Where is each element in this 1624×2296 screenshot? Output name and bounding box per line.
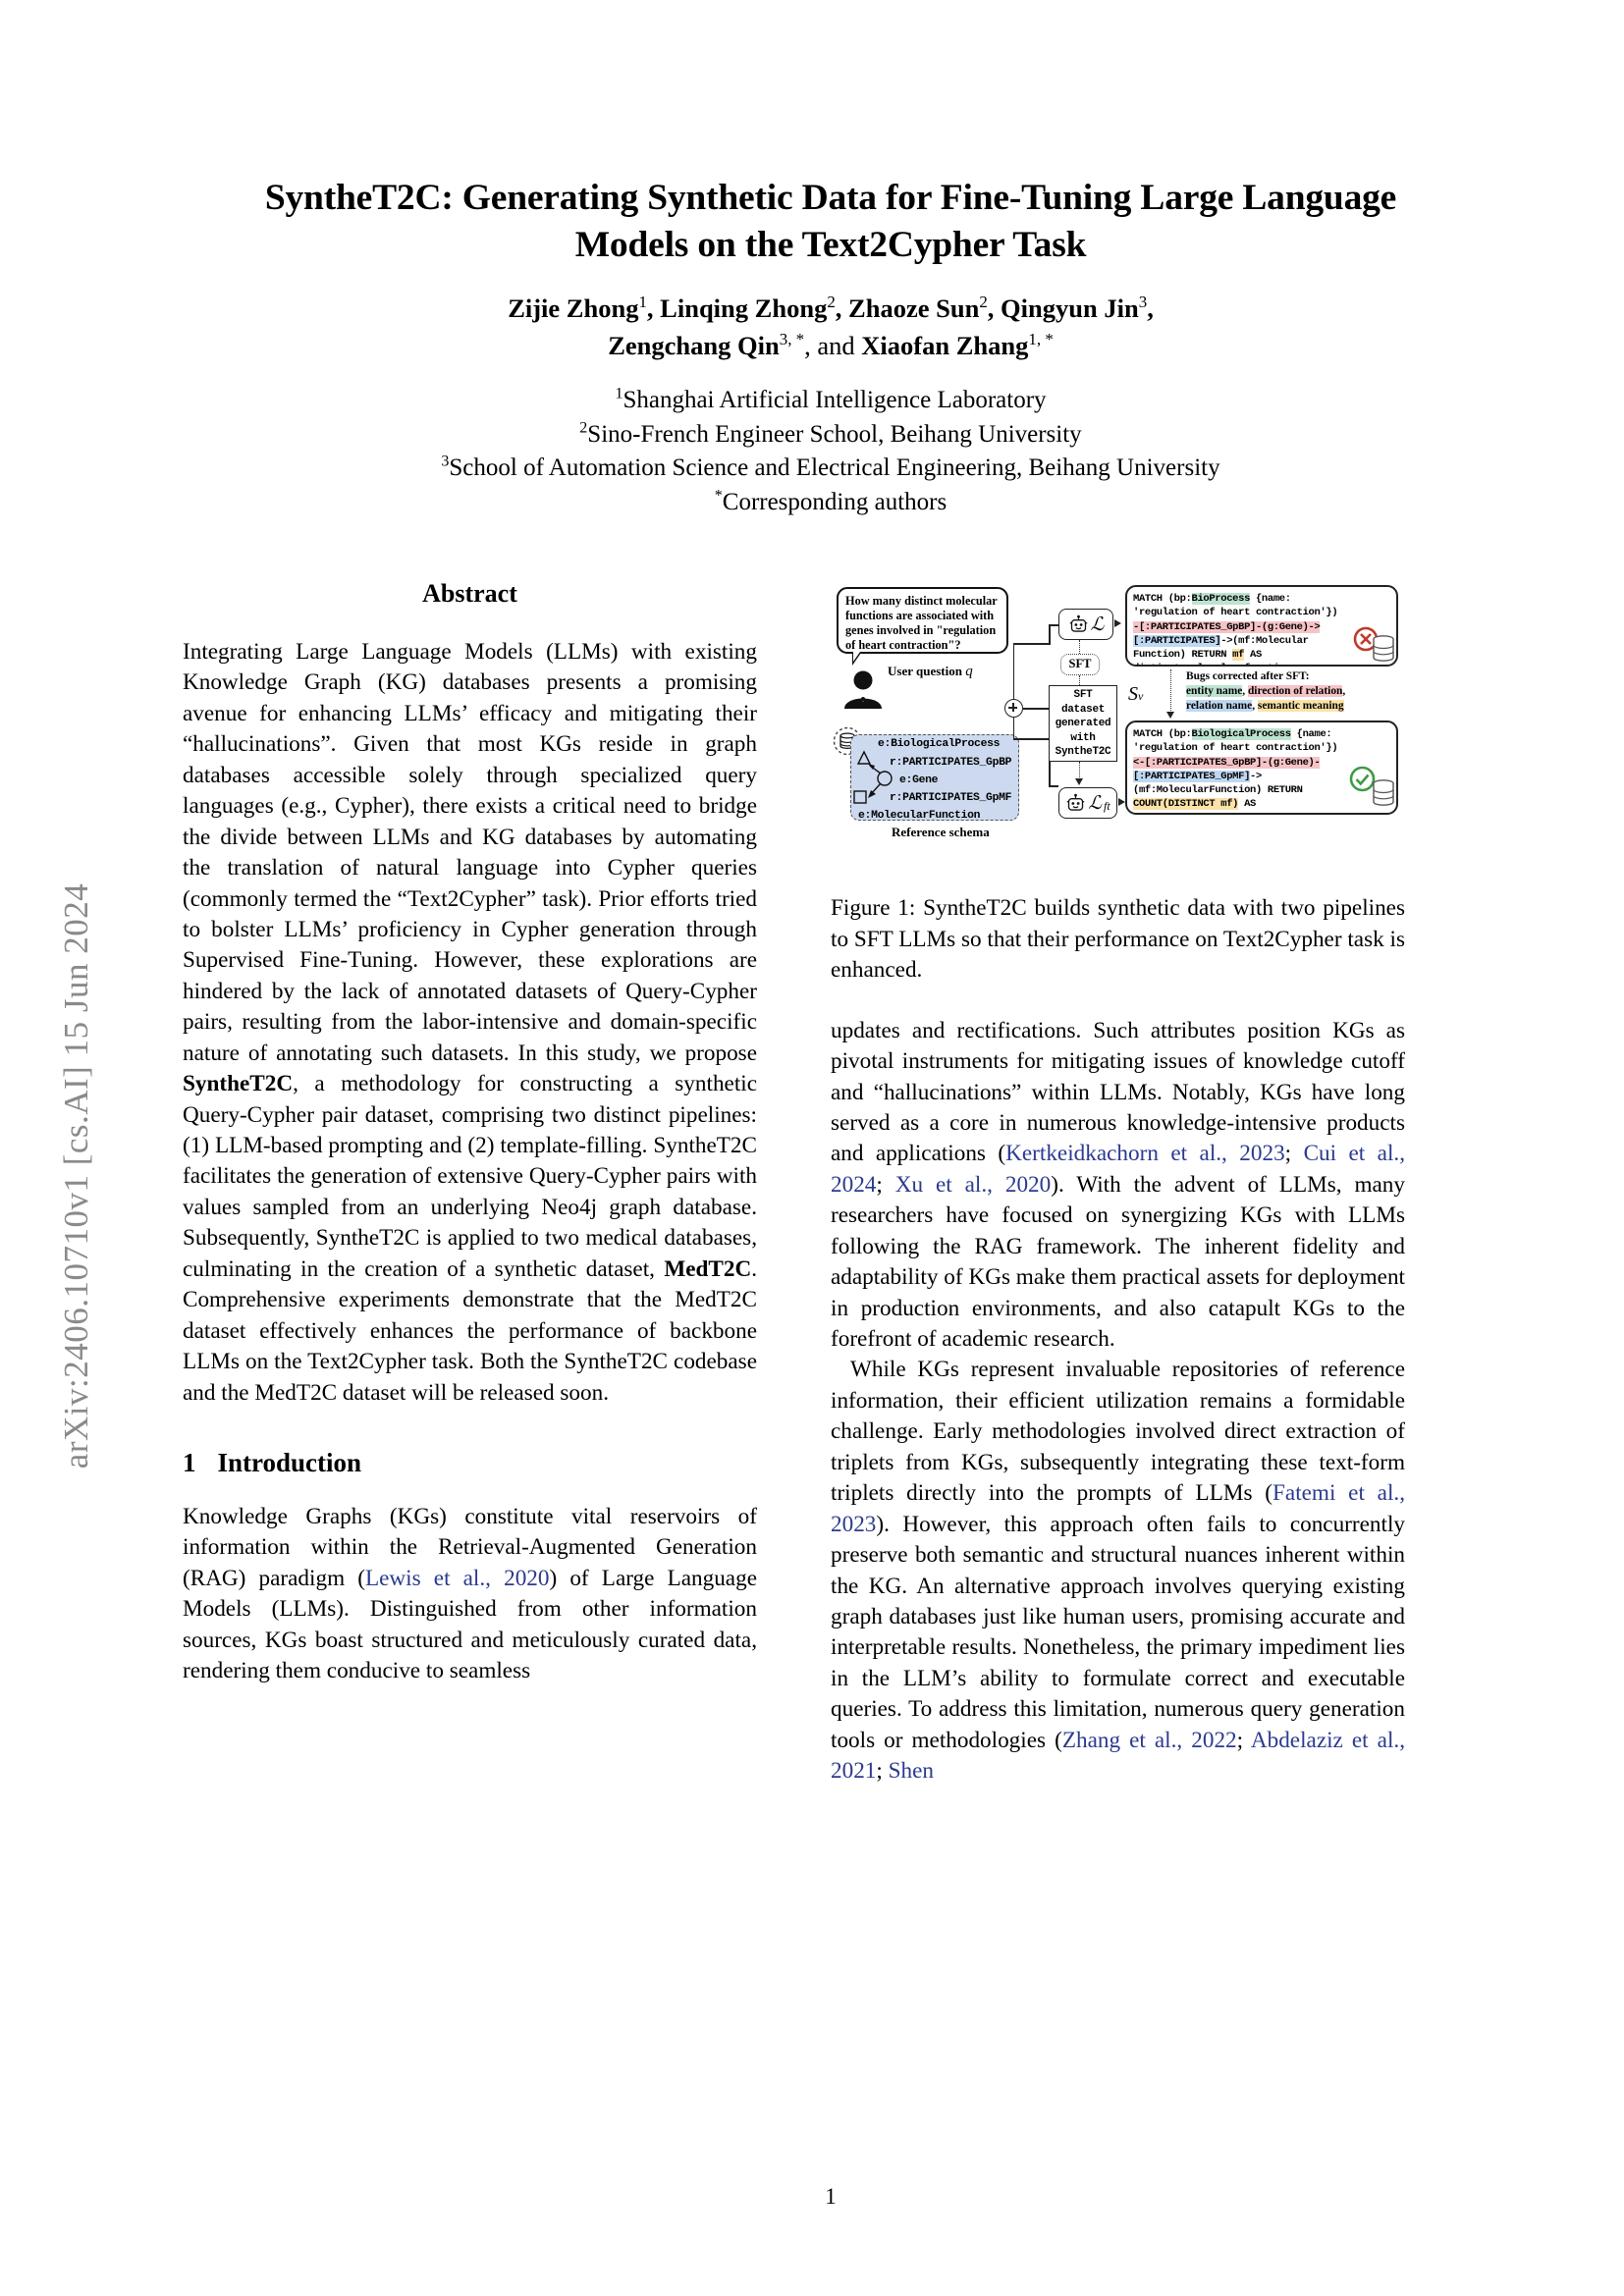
code-token-semantic: mf	[1232, 649, 1245, 662]
abstract-heading: Abstract	[422, 579, 517, 608]
sft-dataset-box	[1049, 685, 1117, 762]
author-conjunction: , and	[804, 330, 862, 360]
section-title: Introduction	[217, 1447, 362, 1477]
abstract-text-1: Integrating Large Language Models (LLMs) with existing Knowledge Graph (KG) databases presents a promising avenue for enhancing LLMs’ efficacy and mitigating their “hallucinations”. Given that most KGs reside in graph databases accessible solely through specialized query languages (e.g., Cypher), there exists a critical need to bridge the divide between LLMs and KG databases by automating the translation of natural language into Cypher queries (commonly termed the “Text2Cypher” task). Prior efforts tried to bolster LLMs’ proficiency in Cypher generation through Supervised Fine-Tuning. However, these explorations are hindered by the lack of annotated datasets of Query-Cypher pairs, resulting from the labor-intensive and domain-specific nature of annotating such datasets. In this study, we propose	[183, 639, 757, 1066]
intro-text-1: Knowledge Graphs (KGs) constitute vital reservoirs of information within the Retrieval-Augmented Generation (RAG) paradigm (	[183, 1503, 757, 1591]
rc-sep-2: ;	[876, 1171, 895, 1198]
code-token-relation-direction: -[:PARTICIPATES_GpBP]-(g:Gene)->	[1133, 620, 1321, 633]
code-token: AS	[1238, 798, 1256, 811]
bug-entity-name: entity name	[1186, 684, 1243, 697]
user-question-label-text: User question	[888, 664, 962, 678]
code-token-relation-name: [:PARTICIPATES_GpMF]	[1133, 770, 1251, 782]
author-2: , Linqing Zhong	[646, 294, 828, 323]
code-token: AS	[1244, 649, 1262, 662]
rc-text-2: ). With the advent of LLMs, many researchers have focused on synergizing KGs with LLMs following the RAG framework. The inherent fidelity and adaptability of KGs make them practical assets for deployment in production environments, and also catapult KGs to the forefront of academic research.	[831, 1171, 1405, 1353]
author-1: Zijie Zhong	[508, 294, 639, 323]
code-line: 'regulation of heart contraction'})	[1133, 607, 1338, 619]
bug-relation-name: relation name	[1186, 699, 1253, 712]
citation-shen[interactable]: Shen	[888, 1758, 934, 1785]
database-icon	[1372, 778, 1395, 808]
author-4-affil-marker: 3	[1138, 293, 1148, 312]
code-token: {name:	[1290, 728, 1332, 740]
affiliation-marker: 1	[615, 385, 623, 402]
title-line-1: SyntheT2C: Generating Synthetic Data for Fine-Tuning Large Language	[264, 178, 1397, 218]
author-5-affil-marker: 3, *	[779, 329, 805, 348]
bugs-legend-row: relation name, semantic meaning	[1186, 699, 1344, 712]
llm-top-symbol: ℒ	[1090, 614, 1105, 635]
left-column	[183, 579, 757, 1687]
author-4: , Qingyun Jin	[987, 294, 1139, 323]
author-5: Zengchang Qin	[608, 330, 780, 360]
right-column-paragraph-2	[831, 1355, 1405, 1787]
citation-kertkeidkachorn[interactable]: Kertkeidkachorn et al., 2023	[1005, 1141, 1285, 1167]
citation-abdelaziz[interactable]: Abdelaziz et al., 2021	[831, 1727, 1405, 1785]
connector-line	[1013, 738, 1051, 740]
body-columns	[183, 579, 1479, 2248]
introduction-paragraph	[183, 1502, 757, 1687]
code-token-entity-name: BiologicalProcess	[1191, 728, 1291, 740]
author-1-affil-marker: 1	[638, 293, 647, 312]
citation-cui[interactable]: Cui et al., 2024	[831, 1141, 1405, 1198]
affiliation-text: Shanghai Artificial Intelligence Laboratory	[623, 387, 1047, 414]
connector-line	[1013, 643, 1051, 645]
affiliation-text: Corresponding authors	[722, 488, 947, 515]
rc-text-3: While KGs represent invaluable repositories of reference information, their efficient utilization remains a formidable challenge. Early methodologies involved direct extraction of triplets from KGs, subsequently integrating these text-form triplets directly into the prompts of LLMs (	[831, 1357, 1405, 1507]
user-question-bubble: How many distinct molecular functions are associated with genes involved in "regulation of heart contraction"?	[837, 587, 1008, 654]
code-token-relation-direction: <-[:PARTICIPATES_GpBP]-(g:Gene)-	[1133, 756, 1321, 769]
sft-dotted-connector	[1079, 675, 1080, 685]
code-token-semantic: COUNT(DISTINCT mf)	[1133, 798, 1239, 811]
database-icon	[1372, 634, 1395, 664]
llm-ft-symbol: ℒ	[1088, 792, 1102, 814]
arrow-to-code-before	[1114, 619, 1121, 627]
figure-1-caption: Figure 1: SyntheT2C builds synthetic data with two pipelines to SFT LLMs so that their performance on Text2Cypher task is enhanced.	[831, 895, 1405, 984]
code-line	[1133, 662, 1390, 667]
code-line: (mf:MolecularFunction) RETURN	[1133, 784, 1303, 797]
reference-schema-label: Reference schema	[892, 825, 990, 839]
code-token: Function) RETURN	[1133, 649, 1233, 662]
arrow-to-code-after	[1118, 798, 1125, 806]
author-3: , Zhaoze Sun	[835, 294, 980, 323]
section-number: 1	[183, 1447, 196, 1477]
author-6: Xiaofan Zhang	[861, 330, 1029, 360]
arrow-down-between-codeboxes	[1166, 712, 1174, 719]
code-line	[1133, 592, 1390, 606]
code-token: MATCH (bp:	[1133, 728, 1192, 740]
page-number: 1	[825, 2184, 837, 2209]
bugs-legend-row: entity name, direction of relation,	[1186, 684, 1346, 697]
schema-line-gene: e:Gene	[899, 774, 939, 786]
section-heading-introduction	[183, 1448, 757, 1478]
schema-line-molecularfunction: e:MolecularFunction	[858, 810, 981, 822]
bubble-tail-icon	[852, 653, 861, 666]
affiliation-marker: 3	[441, 453, 450, 470]
abstract-paragraph	[183, 637, 757, 1409]
citation-xu[interactable]: Xu et al., 2020	[894, 1171, 1052, 1198]
connector-line	[1013, 718, 1015, 739]
affiliation-item	[183, 452, 1479, 486]
arrow-down-to-llm-ft	[1075, 778, 1083, 785]
schema-line-participates-gpmf: r:PARTICIPATES_GpMF	[890, 792, 1012, 804]
affiliations	[183, 384, 1479, 519]
sft-dotted-connector	[1079, 640, 1080, 654]
sv-dotted-connector	[1170, 669, 1171, 713]
code-token: ->(mf:Molecular	[1220, 634, 1309, 647]
bugs-legend	[1186, 669, 1397, 713]
citation-fatemi[interactable]: Fatemi et al., 2023	[831, 1480, 1405, 1537]
title-line-2: Models on the Text2Cypher Task	[574, 225, 1087, 265]
code-line	[1133, 648, 1390, 662]
sft-dataset-line: generated	[1055, 718, 1111, 730]
code-line	[1133, 727, 1390, 741]
bug-direction-of-relation: direction of relation	[1247, 684, 1343, 697]
affiliation-item	[183, 486, 1479, 520]
code-line	[1133, 797, 1390, 811]
author-3-affil-marker: 2	[979, 293, 988, 312]
affiliation-item	[183, 418, 1479, 453]
sv-symbol-subscript: v	[1138, 689, 1144, 703]
rc-text-1: updates and rectifications. Such attributes position KGs as pivotal instruments for mitigating issues of knowledge cutoff and “hallucinations” within LLMs. Notably, KGs have long served as a core in numerous knowledge-intensive products and applications (	[831, 1017, 1405, 1167]
figure-1	[831, 579, 1405, 987]
code-line	[1133, 620, 1390, 634]
sv-symbol-letter: S	[1128, 683, 1138, 705]
connector-line	[1049, 624, 1051, 644]
affiliation-item	[183, 384, 1479, 418]
sv-symbol	[1128, 683, 1143, 706]
sft-dataset-dotted-connector	[1079, 762, 1080, 779]
abstract-bold-medt2c: MedT2C	[664, 1255, 752, 1282]
abstract-bold-synthet2c: SyntheT2C	[183, 1071, 294, 1097]
abstract-text-3: . Comprehensive experiments demonstrate that the MedT2C dataset effectively enhances the performance of backbone LLMs on the Text2Cypher task. Both the SyntheT2C codebase and the MedT2C dataset will be released soon.	[183, 1255, 757, 1406]
intro-text-2: ) of Large Language Models (LLMs). Distinguished from other information sources, KGs boast structured and meticulously curated data, rendering them conducive to seamless	[183, 1565, 757, 1684]
author-line-1-end: ,	[1147, 294, 1154, 323]
author-2-affil-marker: 2	[827, 293, 836, 312]
schema-line-participates-gpbp: r:PARTICIPATES_GpBP	[890, 757, 1012, 769]
bugs-legend-title: Bugs corrected after SFT:	[1186, 670, 1310, 682]
connector-line	[1049, 624, 1058, 626]
connector-line	[1023, 708, 1051, 710]
code-token: ->	[1250, 770, 1262, 782]
sft-dataset-line: SFT	[1073, 689, 1093, 701]
connector-line	[1049, 785, 1058, 787]
arxiv-stamp: arXiv:2406.10710v1 [cs.AI] 15 Jun 2024	[57, 882, 95, 1469]
code-token: MATCH (bp:	[1133, 593, 1192, 605]
user-question-symbol: q	[965, 664, 973, 679]
sft-pill: SFT	[1060, 654, 1100, 675]
affiliation-text: School of Automation Science and Electrical Engineering, Beihang University	[449, 454, 1220, 482]
rc-sep-1: ;	[1284, 1141, 1304, 1167]
robot-icon	[1065, 793, 1086, 814]
llm-finetuned-box	[1058, 787, 1117, 819]
citation-lewis[interactable]: Lewis et al., 2020	[364, 1565, 550, 1591]
rc-sep-3: ;	[1236, 1727, 1251, 1753]
llm-top-box	[1058, 609, 1113, 640]
code-line	[1133, 634, 1390, 648]
right-column-paragraph-1	[831, 1016, 1405, 1356]
sft-dataset-line: with	[1070, 731, 1096, 744]
bug-semantic-meaning: semantic meaning	[1257, 699, 1344, 712]
rc-sep-4: ;	[876, 1758, 889, 1785]
affiliation-marker: *	[714, 487, 723, 505]
combine-plus-icon	[1004, 699, 1023, 718]
affiliation-marker: 2	[579, 419, 588, 437]
right-column	[831, 579, 1405, 1788]
affiliation-text: Sino-French Engineer School, Beihang University	[587, 420, 1082, 448]
figure-1-diagram	[831, 579, 1405, 874]
llm-ft-subscript: ft	[1104, 799, 1110, 813]
citation-zhang[interactable]: Zhang et al., 2022	[1061, 1727, 1237, 1753]
sft-dataset-line: dataset	[1060, 703, 1106, 716]
page-title	[183, 175, 1479, 269]
code-line: 'regulation of heart contraction'})	[1133, 742, 1338, 755]
author-6-affil-marker: 1, *	[1028, 329, 1054, 348]
robot-icon	[1068, 614, 1089, 635]
user-avatar-icon	[840, 669, 886, 709]
connector-line	[1013, 644, 1015, 699]
code-token: {name:	[1250, 593, 1291, 605]
code-line	[1133, 812, 1390, 815]
sft-dataset-line: SyntheT2C	[1055, 746, 1111, 759]
schema-line-biologicalprocess: e:BiologicalProcess	[878, 738, 1001, 750]
paper-page	[183, 0, 1479, 2296]
user-question-label	[888, 664, 973, 680]
code-token-entity-name: BioProcess	[1191, 593, 1251, 605]
code-token-relation-name: [:PARTICIPATES]	[1133, 634, 1221, 647]
author-list	[183, 291, 1479, 364]
rc-text-4: ). However, this approach often fails to concurrently preserve both semantic and structural nuances inherent within the KG. An alternative approach involves querying existing graph databases just like human users, promising accurate and interpretable results. Nonetheless, the primary impediment lies in the LLM’s ability to formulate correct and executable queries. To address this limitation, numerous query generation tools or methodologies (	[831, 1511, 1405, 1753]
abstract-text-2: , a methodology for constructing a synthetic Query-Cypher pair dataset, comprising two distinct pipelines: (1) LLM-based prompting and (2) template-filling. SyntheT2C facilitates the generation of extensive Query-Cypher pairs with values sampled from an underlying Neo4j graph database. Subsequently, SyntheT2C is applied to two medical databases, culminating in the creation of a synthetic dataset,	[183, 1071, 757, 1282]
